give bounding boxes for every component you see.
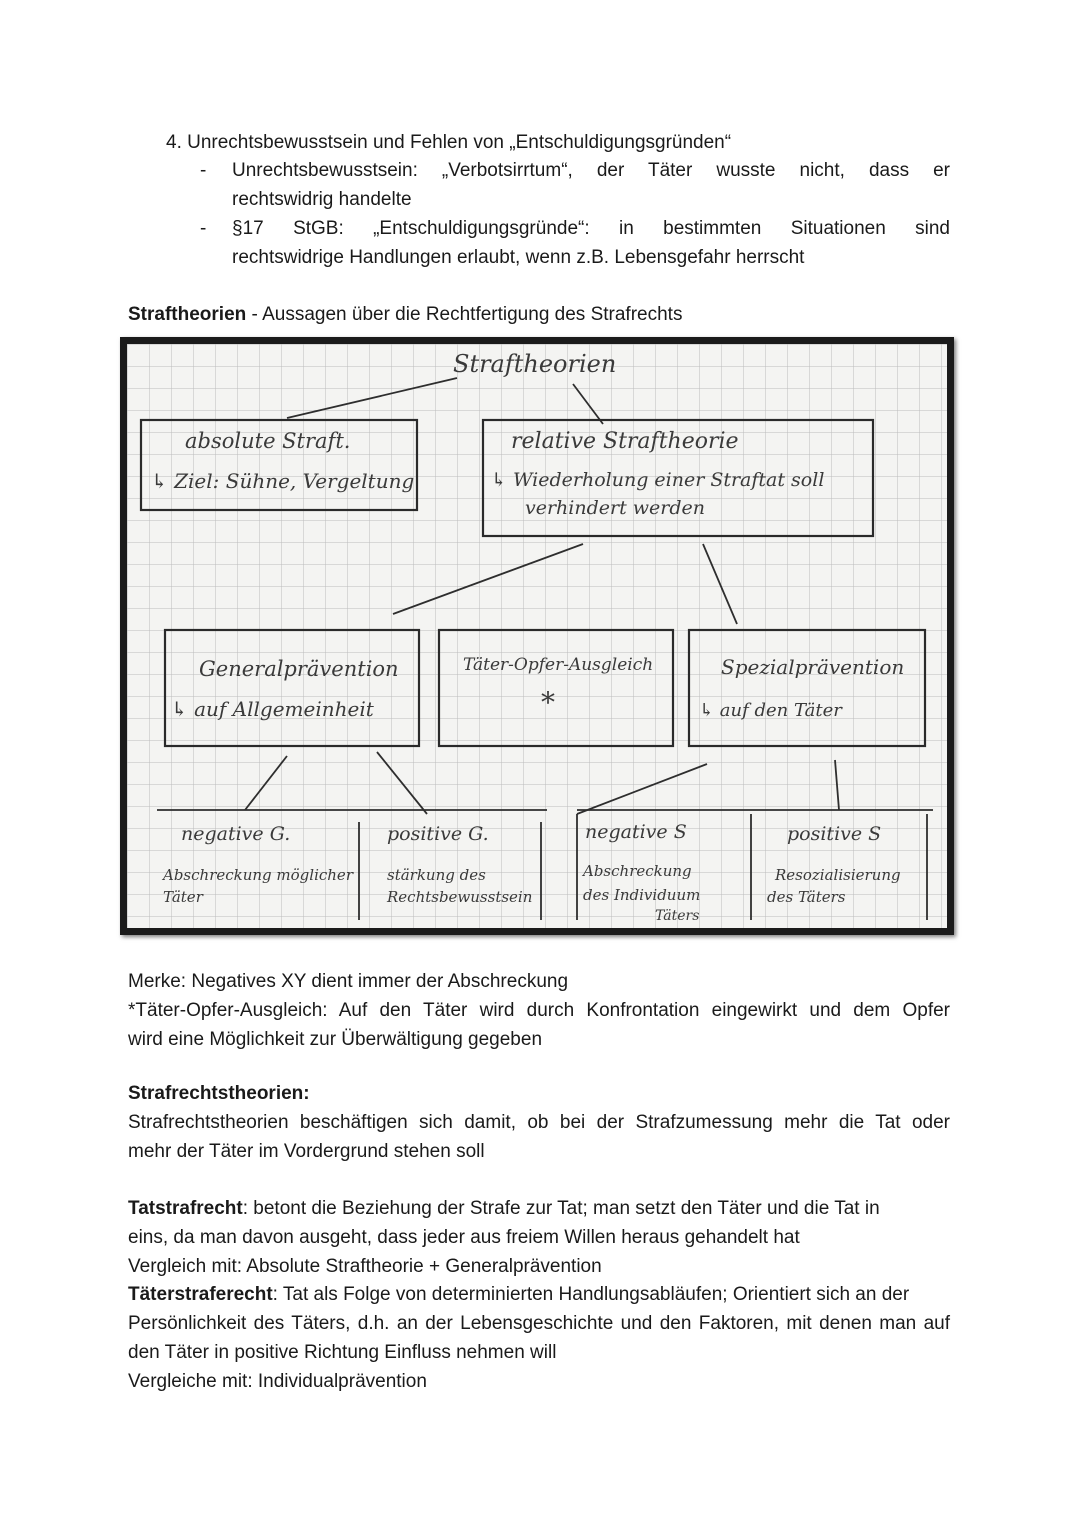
absolute-note: ↳ Ziel: Sühne, Vergeltung (151, 469, 415, 493)
strafrechtstheorien-heading (128, 1079, 310, 1108)
too-mark: * (541, 686, 555, 719)
bullet-dash: - (200, 218, 207, 239)
tatstrafrecht-text: eins, da man davon ausgeht, dass jeder aus freiem Willen heraus gehandelt hat (128, 1227, 800, 1248)
section-heading: 4. Unrechtsbewusstsein und Fehlen von „Entschuldigungsgründen“ (166, 132, 732, 153)
diagram-title: Straftheorien (453, 350, 617, 378)
general-label: Generalprävention (199, 657, 399, 681)
tatstrafrecht-paragraph (128, 1194, 880, 1223)
taeterstraferecht-title: Täterstraferecht (128, 1284, 273, 1305)
bullet-text: rechtswidrig handelte (232, 189, 412, 210)
taeterstraferecht-text: : Tat als Folge von determinierten Handlungsabläufen; Orientiert sich an der (272, 1284, 910, 1305)
bullet-text: Unrechtsbewusstsein: „Verbotsirrtum“, der Täter wusste nicht, dass er (232, 160, 950, 181)
spezial-label: Spezialprävention (721, 655, 905, 679)
tatstrafrecht-title: Tatstrafrecht (128, 1198, 243, 1219)
pos-g-label: positive G. (387, 823, 489, 845)
pos-g-note: stärkung des (387, 866, 486, 884)
too-note: *Täter-Opfer-Ausgleich: Auf den Täter wird durch Konfrontation eingewirkt und dem Opfer (128, 1000, 950, 1021)
pos-s-label: positive S (787, 823, 882, 845)
neg-s-note: Abschreckung (583, 862, 692, 880)
straftheorien-heading (128, 300, 682, 329)
strafrechtstheorien-title: Strafrechtstheorien: (128, 1083, 310, 1104)
tatstrafrecht-compare: Vergleich mit: Absolute Straftheorie + Generalprävention (128, 1256, 602, 1277)
general-note: ↳ auf Allgemeinheit (171, 697, 374, 721)
too-note: wird eine Möglichkeit zur Überwältigung gegeben (128, 1029, 543, 1050)
tatstrafrecht-text: : betont die Beziehung der Strafe zur Tat; man setzt den Täter und die Tat in (242, 1198, 880, 1219)
neg-g-label: negative G. (181, 823, 291, 845)
diagram-canvas (127, 344, 947, 928)
taeterstraferecht-compare: Vergleiche mit: Individualprävention (128, 1371, 427, 1392)
bullet-text: §17 StGB: „Entschuldigungsgründe“: in bestimmten Situationen sind (232, 218, 950, 239)
relative-note: verhindert werden (525, 497, 706, 519)
strafrechtstheorien-text: Strafrechtstheorien beschäftigen sich damit, ob bei der Strafzumessung mehr die Tat oder (128, 1112, 950, 1133)
neg-g-note: Abschreckung möglicher (163, 866, 353, 884)
absolute-label: absolute Straft. (185, 429, 351, 453)
relative-note: ↳ Wiederholung einer Straftat soll (491, 469, 825, 491)
relative-label: relative Straftheorie (511, 429, 739, 454)
taeterstraferecht-paragraph (128, 1280, 909, 1309)
too-label: Täter-Opfer-Ausgleich (463, 655, 654, 675)
straftheorien-diagram-photo (120, 337, 954, 935)
neg-s-note: des Individuum (583, 886, 701, 904)
pos-s-note: Resozialisierung (775, 866, 901, 884)
neg-g-note: Täter (163, 888, 203, 906)
straftheorien-subtitle: - Aussagen über die Rechtfertigung des Strafrechts (246, 304, 683, 325)
bullet-dash: - (200, 160, 207, 181)
taeterstraferecht-text: Persönlichkeit des Täters, d.h. an der Lebensgeschichte und den Faktoren, mit denen man auf (128, 1313, 950, 1334)
straftheorien-title: Straftheorien (128, 304, 247, 325)
neg-s-note: Täters (655, 908, 700, 924)
strafrechtstheorien-text: mehr der Täter im Vordergrund stehen soll (128, 1141, 485, 1162)
neg-s-label: negative S (585, 821, 687, 843)
spezial-note: ↳ auf den Täter (699, 700, 842, 721)
merke-note: Merke: Negatives XY dient immer der Abschreckung (128, 971, 569, 992)
bullet-text: rechtswidrige Handlungen erlaubt, wenn z.B. Lebensgefahr herrscht (232, 247, 805, 268)
taeterstraferecht-text: den Täter in positive Richtung Einfluss nehmen will (128, 1342, 557, 1363)
pos-s-note: des Täters (767, 888, 846, 906)
pos-g-note: Rechtsbewusstsein (387, 888, 533, 906)
